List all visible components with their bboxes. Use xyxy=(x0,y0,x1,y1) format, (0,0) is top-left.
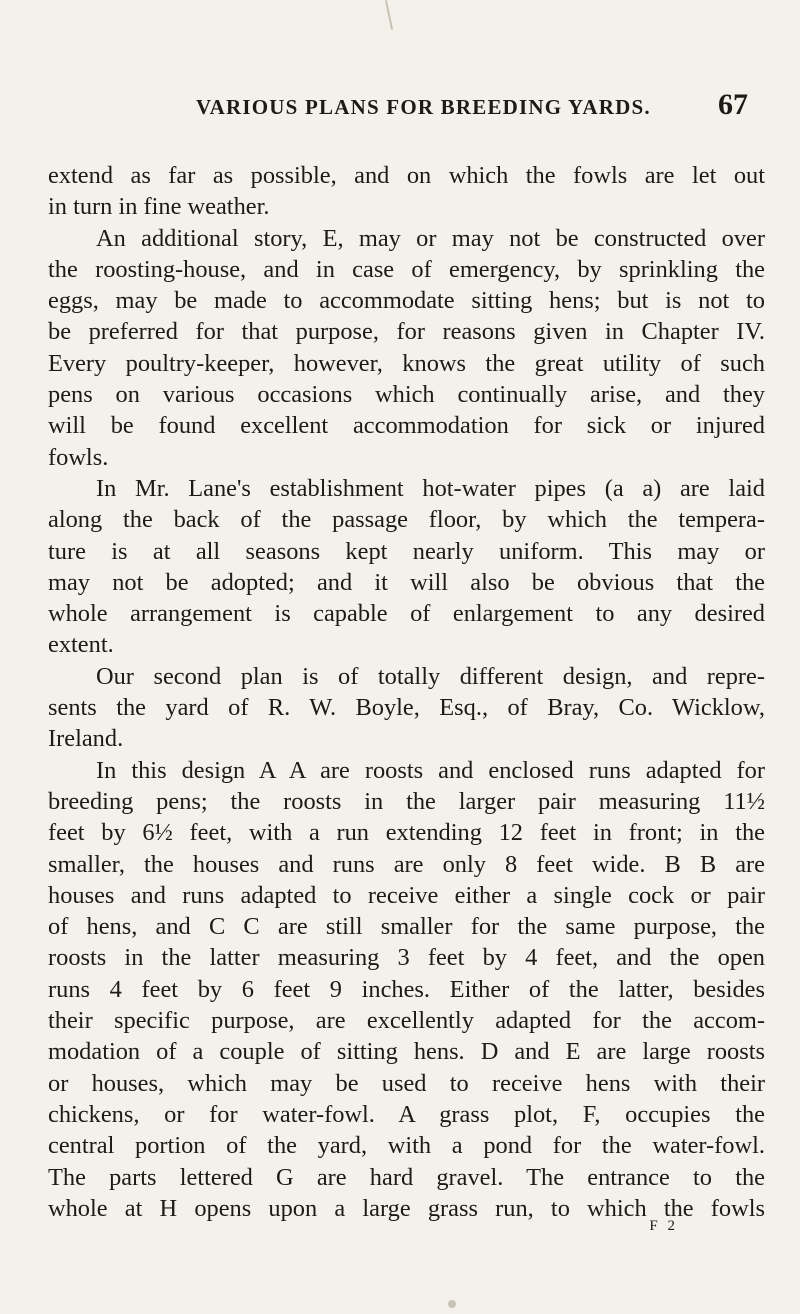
text-line: modation of a couple of sitting hens. D and E are large roosts xyxy=(48,1038,765,1066)
text-line: be preferred for that purpose, for reasons given in Chapter IV. xyxy=(48,318,765,346)
text-line: ture is at all seasons kept nearly uniform. This may or xyxy=(48,537,765,565)
text-line: chickens, or for water-fowl. A grass plot, F, occupies the xyxy=(48,1100,765,1128)
text-line: in turn in fine weather. xyxy=(48,193,270,221)
text-line: In Mr. Lane's establishment hot-water pipes (a a) are laid xyxy=(96,474,765,502)
text-line: of hens, and C C are still smaller for the same purpose, the xyxy=(48,913,765,941)
text-line: whole at H opens upon a large grass run, to which the fowls xyxy=(48,1194,765,1222)
text-line: In this design A A are roosts and enclosed runs adapted for xyxy=(96,756,765,784)
text-line: An additional story, E, may or may not be constructed over xyxy=(96,224,765,252)
text-line: pens on various occasions which continually arise, and they xyxy=(48,381,765,409)
running-head: VARIOUS PLANS FOR BREEDING YARDS. xyxy=(196,95,651,119)
text-line: will be found excellent accommodation for sick or injured xyxy=(48,412,765,440)
text-line: breeding pens; the roosts in the larger pair measuring 11½ xyxy=(48,787,765,815)
text-line: eggs, may be made to accommodate sitting hens; but is not to xyxy=(48,287,765,315)
text-line: central portion of the yard, with a pond for the water-fowl. xyxy=(48,1132,765,1160)
text-line: fowls. xyxy=(48,443,109,471)
text-line: feet by 6½ feet, with a run extending 12 feet in front; in the xyxy=(48,819,765,847)
page-number: 67 xyxy=(718,88,748,121)
body-text xyxy=(48,160,765,1224)
signature-mark: F 2 xyxy=(649,1218,678,1234)
text-line: may not be adopted; and it will also be obvious that the xyxy=(48,568,765,596)
text-line: Ireland. xyxy=(48,725,124,753)
text-line: houses and runs adapted to receive either a single cock or pair xyxy=(48,881,765,909)
text-line: Every poultry-keeper, however, knows the great utility of such xyxy=(48,349,765,377)
paper-speck xyxy=(448,1300,456,1308)
text-line: or houses, which may be used to receive hens with their xyxy=(48,1069,765,1097)
text-line: whole arrangement is capable of enlargement to any desired xyxy=(48,600,765,628)
text-line: extend as far as possible, and on which the fowls are let out xyxy=(48,162,765,189)
page-header xyxy=(196,88,748,122)
text-line: along the back of the passage floor, by which the tempera- xyxy=(48,506,765,534)
text-line: The parts lettered G are hard gravel. The entrance to the xyxy=(48,1163,765,1191)
text-line: their specific purpose, are excellently adapted for the accom- xyxy=(48,1007,765,1035)
text-line: Our second plan is of totally different design, and repre- xyxy=(96,662,765,690)
text-line: roosts in the latter measuring 3 feet by 4 feet, and the open xyxy=(48,944,765,972)
text-line: the roosting-house, and in case of emergency, by sprinkling the xyxy=(48,255,765,283)
text-line: extent. xyxy=(48,631,114,659)
text-line: sents the yard of R. W. Boyle, Esq., of Bray, Co. Wicklow, xyxy=(48,694,765,722)
text-line: runs 4 feet by 6 feet 9 inches. Either of the latter, besides xyxy=(48,975,765,1003)
paper-mark xyxy=(385,0,393,30)
text-line: smaller, the houses and runs are only 8 feet wide. B B are xyxy=(48,850,765,878)
